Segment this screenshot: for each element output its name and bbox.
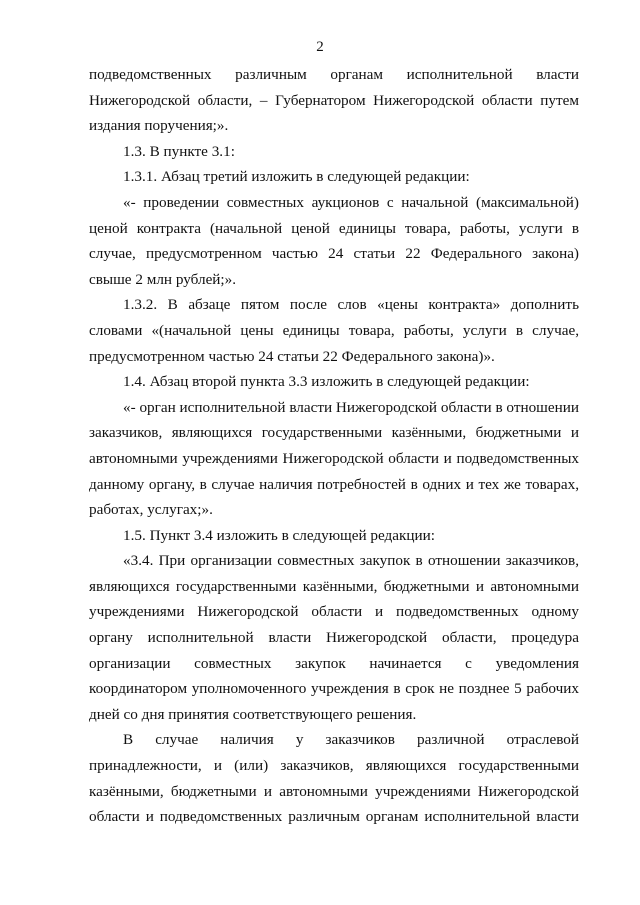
document-body	[89, 62, 579, 830]
paragraph-different-affiliation: В случае наличия у заказчиков различной отраслевой принадлежности, и (или) заказчиков, являющихся государственными казёнными, бюджетными и автономными учреждениями Нижегородской области и подведомственных различным органам исполнительной власти	[89, 731, 579, 826]
paragraph-1-3-2: 1.3.2. В абзаце пятом после слов «цены контракта» дополнить словами «(начальной цены единицы товара, работы, услуги в случае, предусмотренном частью 24 статьи 22 Федерального закона)».	[89, 296, 579, 365]
paragraph-quote-auctions: «- проведении совместных аукционов с начальной (максимальной) ценой контракта (начальной ценой единицы товара, работы, услуги в случае, предусмотренном частью 24 статьи 22 Федерального закона) свыше 2 млн рублей;».	[89, 193, 579, 288]
paragraph-continuation: подведомственных различным органам исполнительной власти Нижегородской области, – Губернатором Нижегородской области путем издания поручения;».	[89, 66, 579, 135]
paragraph-quote-3-4: «3.4. При организации совместных закупок в отношении заказчиков, являющихся государственными казёнными, бюджетными и автономными учреждениями Нижегородской области и подведомственных одному органу исполнительной власти Нижегородской области, процедура организации совместных закупок начинается с уведомления координатором уполномоченного учреждения в срок не позднее 5 рабочих дней со дня принятия соответствующего решения.	[89, 552, 579, 723]
paragraph-1-3: 1.3. В пункте 3.1:	[123, 142, 235, 160]
paragraph-1-5: 1.5. Пункт 3.4 изложить в следующей редакции:	[123, 526, 436, 544]
page-number: 2	[316, 39, 324, 55]
paragraph-1-3-1: 1.3.1. Абзац третий изложить в следующей редакции:	[123, 168, 470, 186]
paragraph-1-4: 1.4. Абзац второй пункта 3.3 изложить в следующей редакции:	[123, 373, 530, 391]
paragraph-quote-organ: «- орган исполнительной власти Нижегородской области в отношении заказчиков, являющихся государственными казёнными, бюджетными и автономными учреждениями Нижегородской области и подведомственных данному органу, в случае наличия потребностей в одних и тех же товарах, работах, услугах;».	[89, 398, 579, 519]
